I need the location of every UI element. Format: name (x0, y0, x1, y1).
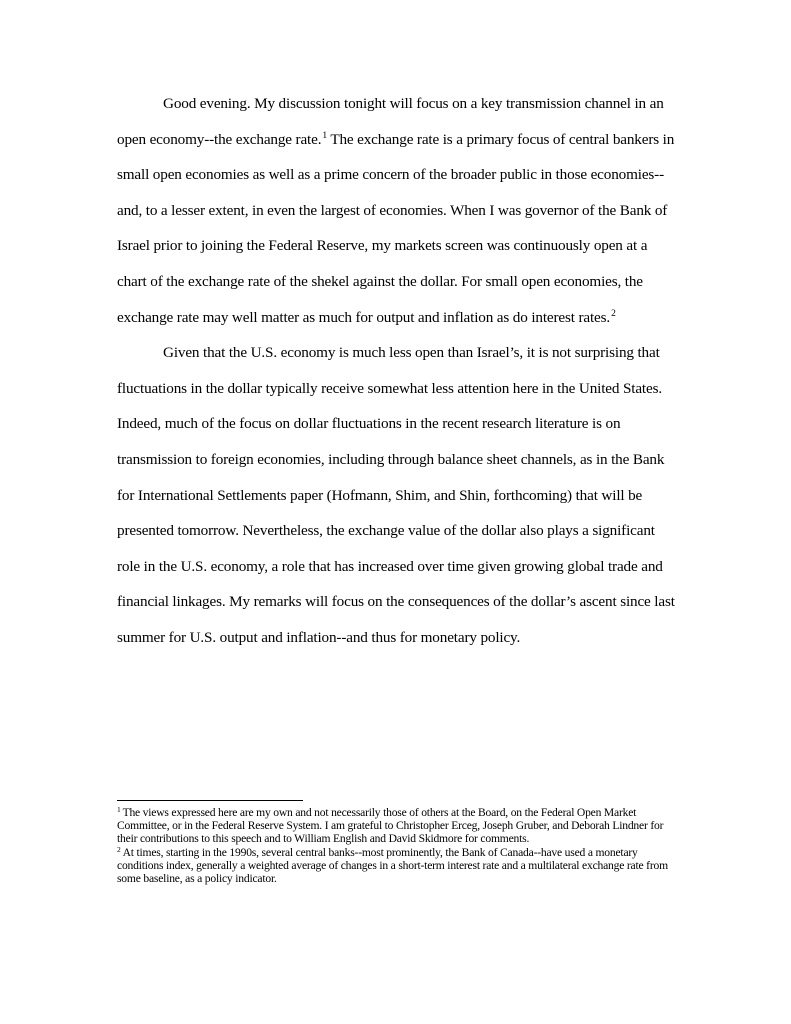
footnote-1-number: 1 (117, 805, 121, 814)
speech-body (117, 86, 677, 656)
paragraph-2: Given that the U.S. economy is much less open than Israel’s, it is not surprising that fluctuations in the dollar typically receive somewhat less attention here in the United States. Indeed, much of the focus on dollar fluctuations in the recent research literature is on transmission to foreign economies, including through balance sheet channels, as in the Bank for International Settlements paper (Hofmann, Shim, and Shin, forthcoming) that will be presented tomorrow. Nevertheless, the exchange value of the dollar also plays a significant role in the U.S. economy, a role that has increased over time given growing global trade and financial linkages. My remarks will focus on the consequences of the dollar’s ascent since last summer for U.S. output and inflation--and thus for monetary policy. (117, 344, 675, 646)
paragraph-1 (117, 86, 677, 335)
footnote-1-text: The views expressed here are my own and not necessarily those of others at the Board, on the Federal Open Market Committee, or in the Federal Reserve System. I am grateful to Christopher Erceg, Joseph Gruber, and Deborah Lindner for their contributions to this speech and to William English and David Skidmore for comments. (117, 806, 664, 846)
footnotes (117, 806, 679, 885)
footnote-ref-2[interactable]: 2 (611, 308, 616, 319)
footnote-separator (117, 800, 303, 801)
paragraph-1-text: Good evening. My discussion tonight will focus on a key transmission channel in an open economy--the exchange rate. (117, 95, 664, 148)
paragraph-1-text-continued: The exchange rate is a primary focus of central bankers in small open economies as well as a prime concern of the broader public in those economies--and, to a lesser extent, in even the largest of economies. When I was governor of the Bank of Israel prior to joining the Federal Reserve, my markets screen was continuously open at a chart of the exchange rate of the shekel against the dollar. For small open economies, the exchange rate may well matter as much for output and inflation as do interest rates. (117, 130, 675, 326)
footnote-ref-1[interactable]: 1 (322, 130, 327, 141)
footnote-1 (117, 806, 679, 846)
footnote-2 (117, 846, 679, 886)
footnote-2-number: 2 (117, 844, 121, 854)
footnote-2-text: At times, starting in the 1990s, several central banks--most prominently, the Bank of Canada--have used a monetary conditions index, generally a weighted average of changes in a short-term interest rate and a multilateral exchange rate from some baseline, as a policy indicator. (117, 845, 668, 886)
